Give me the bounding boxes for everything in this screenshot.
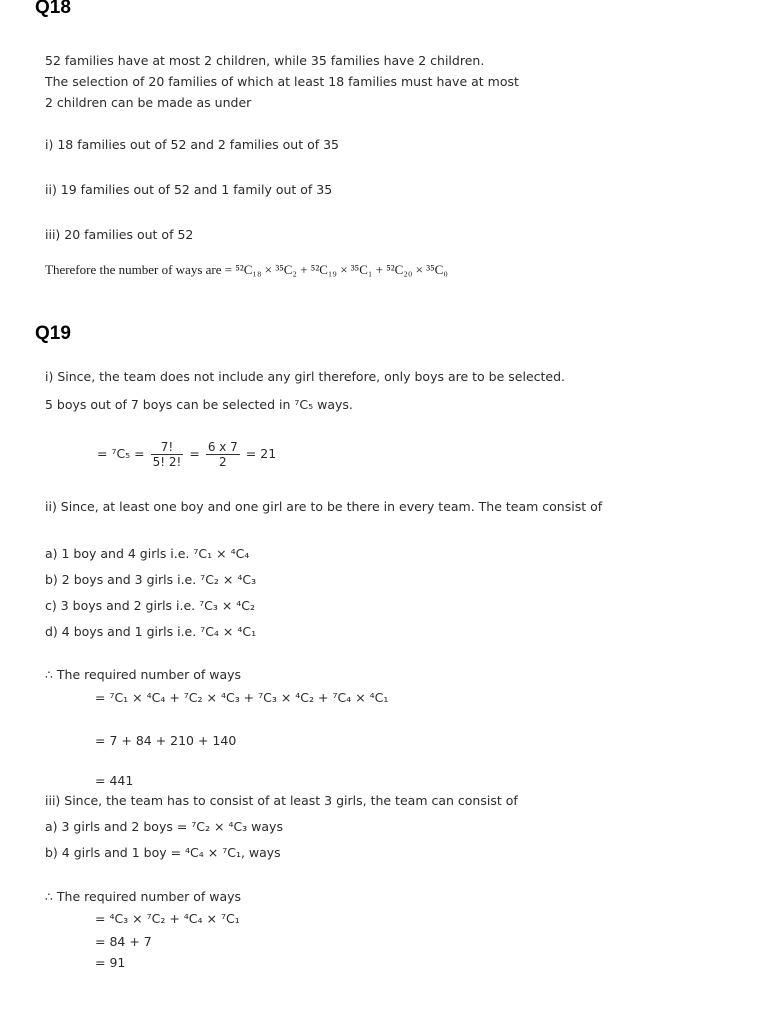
q18-conclusion-text: Therefore the number of ways are <box>45 262 222 277</box>
q19-heading: Q19 <box>35 323 71 344</box>
q19-part2-case-b: b) 2 boys and 3 girls i.e. ⁷C₂ × ⁴C₃ <box>45 572 257 587</box>
q19-part3-result: = 91 <box>95 955 126 970</box>
fraction-6x7 <box>206 440 240 469</box>
fraction-numerator: 7! <box>151 440 184 455</box>
calc-lhs: = ⁷C₅ = <box>97 446 145 461</box>
q18-line-1: 52 families have at most 2 children, while 35 families have 2 children. <box>45 53 485 68</box>
fraction-denominator: 2 <box>218 455 227 469</box>
q18-conclusion-formula: = ⁵²C₁₈ × ³⁵C₂ + ⁵²C₁₉ × ³⁵C₁ + ⁵²C₂₀ × ³⁵C₀ <box>224 262 448 277</box>
fraction-numerator: 6 x 7 <box>207 440 238 454</box>
q18-line-3: 2 children can be made as under <box>45 95 252 110</box>
q19-part2-case-a: a) 1 boy and 4 girls i.e. ⁷C₁ × ⁴C₄ <box>45 546 250 561</box>
q18-line-2: The selection of 20 families of which at least 18 families must have at most <box>45 74 519 89</box>
calc-equals: = <box>189 446 200 461</box>
q19-part2-case-d: d) 4 boys and 1 girls i.e. ⁷C₄ × ⁴C₁ <box>45 624 257 639</box>
q18-heading: Q18 <box>35 0 71 18</box>
q19-part2-intro: ii) Since, at least one boy and one girl are to be there in every team. The team consist of <box>45 499 603 514</box>
q18-case-2: ii) 19 families out of 52 and 1 family out of 35 <box>45 182 333 197</box>
q19-part2-result: = 441 <box>95 773 134 788</box>
q19-part2-case-c: c) 3 boys and 2 girls i.e. ⁷C₃ × ⁴C₂ <box>45 598 256 613</box>
fraction-denominator: 5! 2! <box>152 455 182 469</box>
q19-part3-therefore: ∴ The required number of ways <box>45 889 242 904</box>
q19-part2-sum: = 7 + 84 + 210 + 140 <box>95 733 237 748</box>
fraction-7-factorial <box>151 440 184 469</box>
q19-part2-expression: = ⁷C₁ × ⁴C₄ + ⁷C₂ × ⁴C₃ + ⁷C₃ × ⁴C₂ + ⁷C₄ × ⁴C₁ <box>95 690 389 705</box>
q19-part3-case-a: a) 3 girls and 2 boys = ⁷C₂ × ⁴C₃ ways <box>45 819 283 834</box>
q18-case-3: iii) 20 families out of 52 <box>45 227 194 242</box>
q19-part3-intro: iii) Since, the team has to consist of at least 3 girls, the team can consist of <box>45 793 518 808</box>
q19-part2-therefore: ∴ The required number of ways <box>45 667 242 682</box>
q19-part1-line-1: i) Since, the team does not include any girl therefore, only boys are to be selected. <box>45 369 566 384</box>
q19-part3-sum: = 84 + 7 <box>95 934 152 949</box>
q18-case-1: i) 18 families out of 52 and 2 families out of 35 <box>45 137 340 152</box>
q19-part3-case-b: b) 4 girls and 1 boy = ⁴C₄ × ⁷C₁, ways <box>45 845 281 860</box>
q19-part1-line-2: 5 boys out of 7 boys can be selected in ⁷C₅ ways. <box>45 397 353 412</box>
q19-part1-calculation <box>97 440 276 469</box>
q19-part3-expression: = ⁴C₃ × ⁷C₂ + ⁴C₄ × ⁷C₁ <box>95 911 240 926</box>
calc-result: = 21 <box>245 446 277 461</box>
q18-conclusion <box>45 262 448 278</box>
